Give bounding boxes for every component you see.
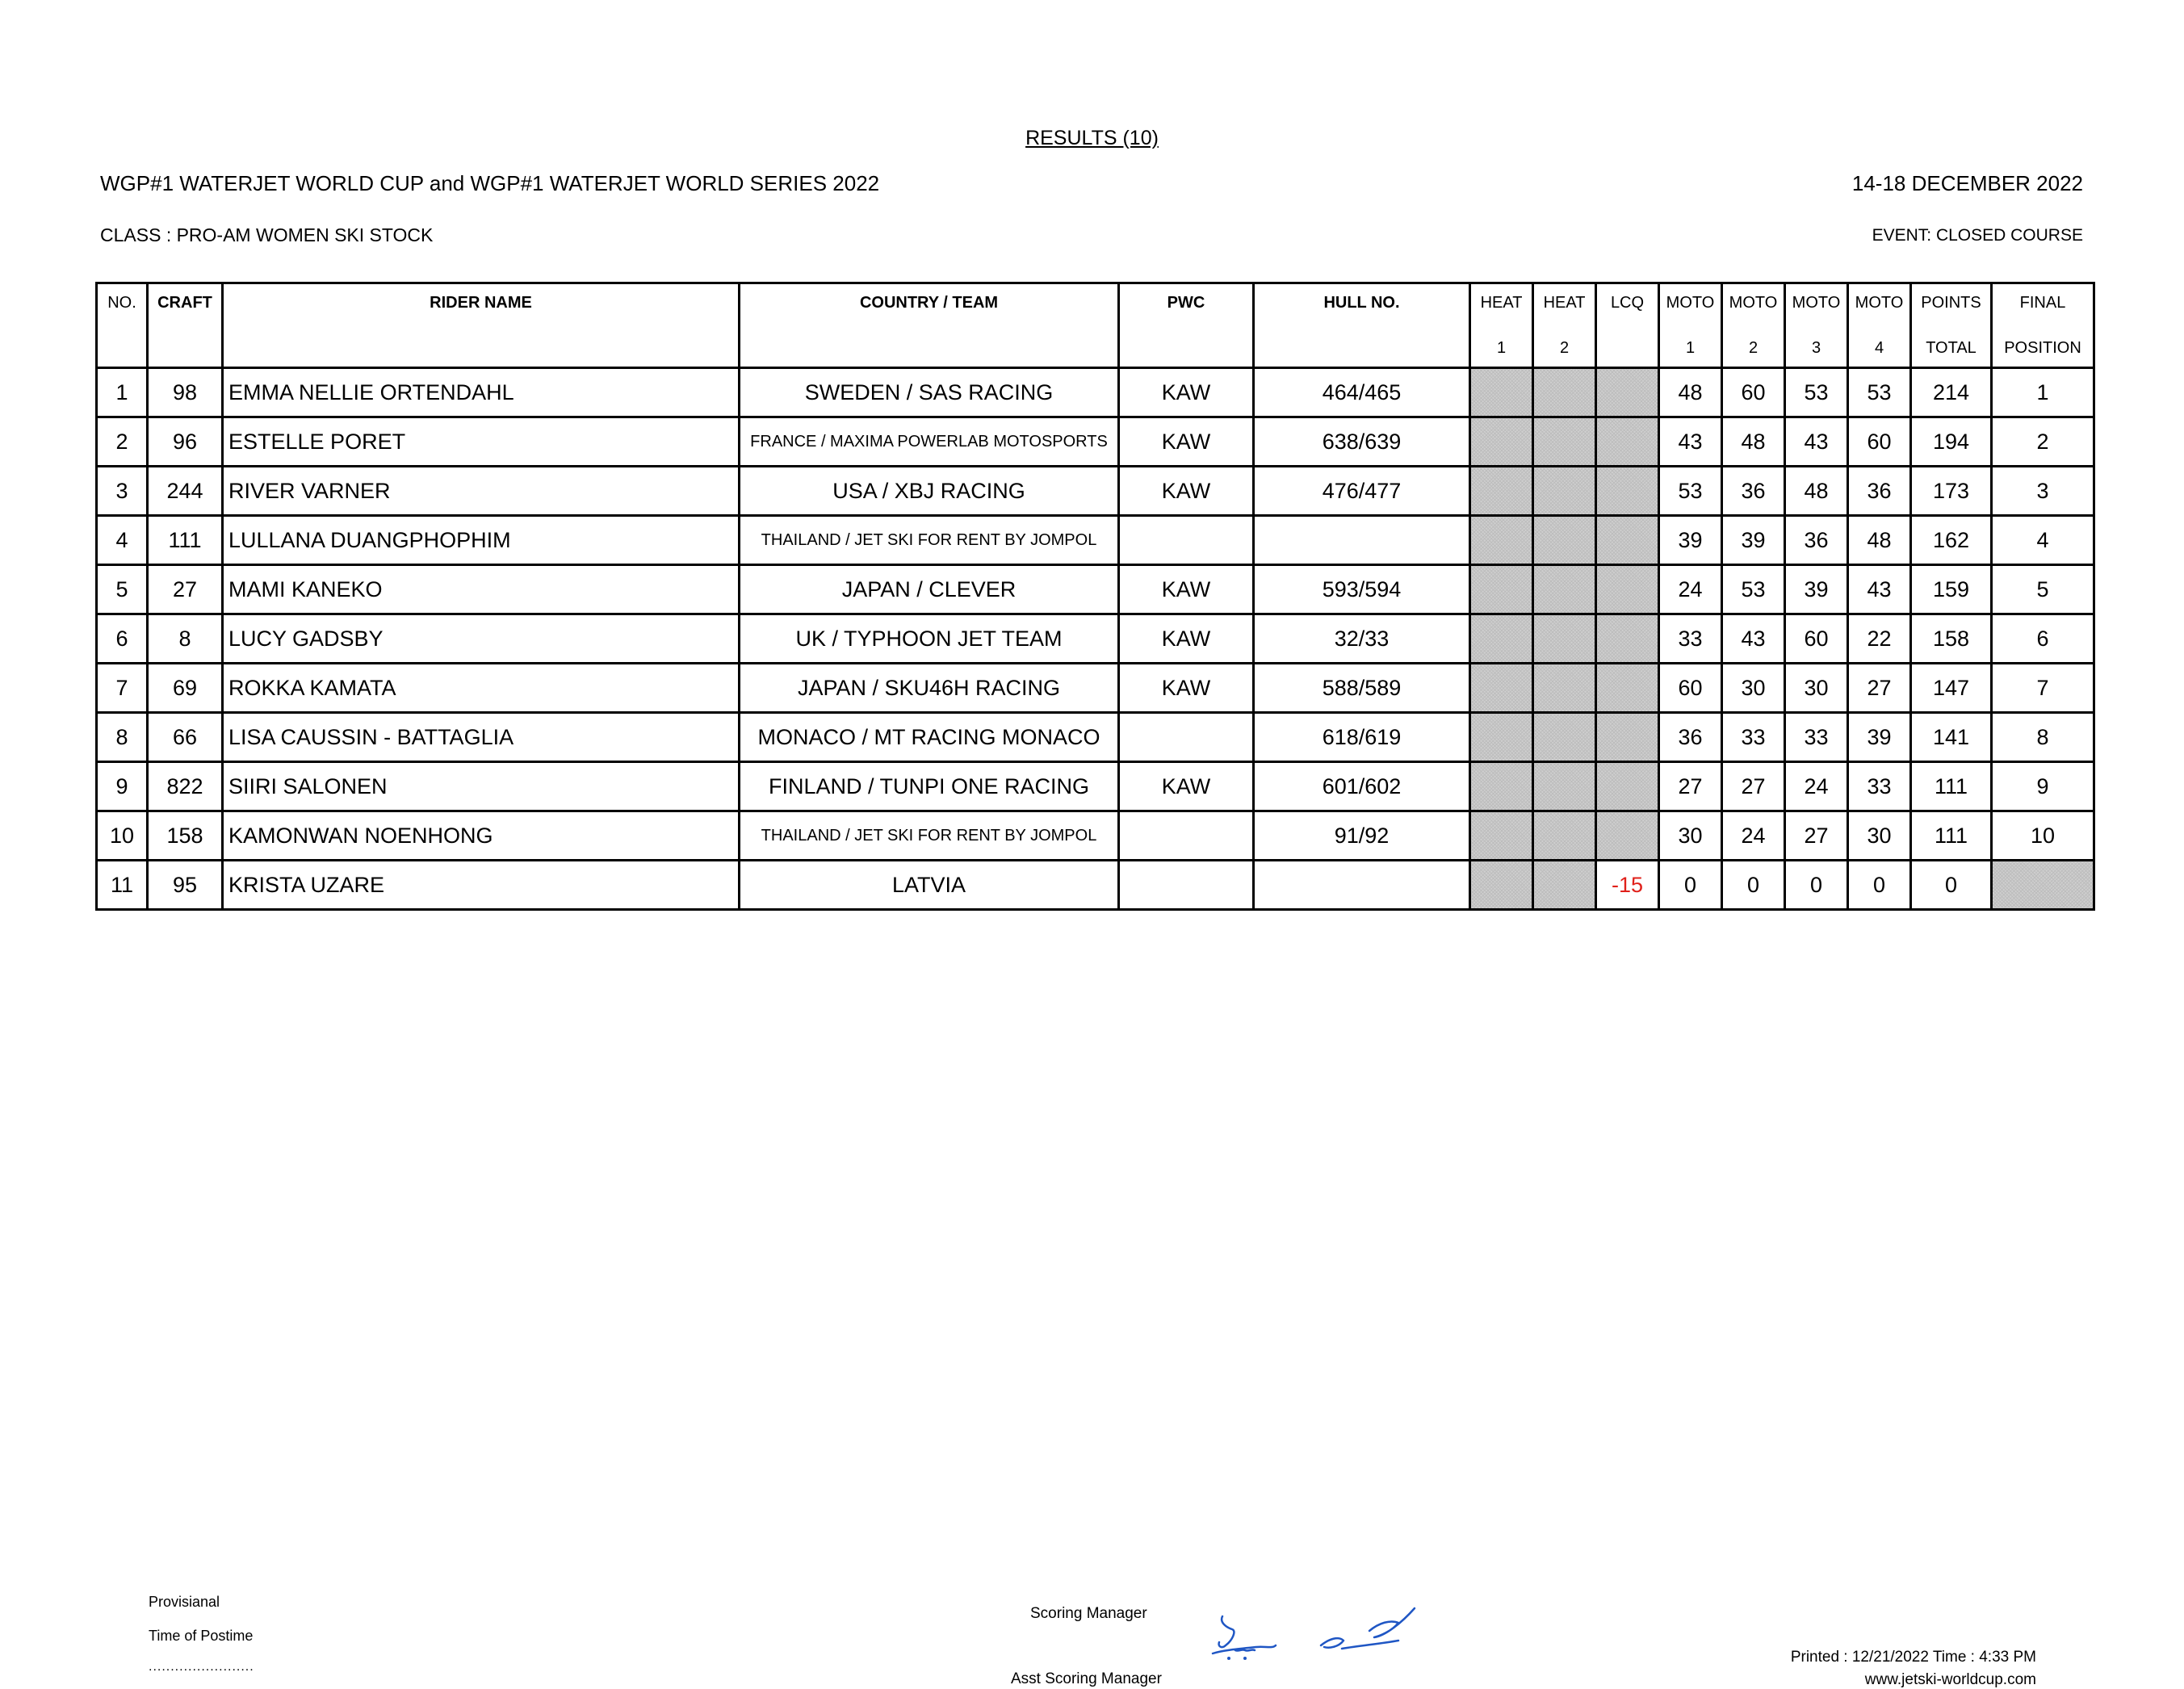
cell-moto-2: 39 bbox=[1722, 516, 1785, 565]
cell-moto-3: 43 bbox=[1785, 417, 1848, 467]
cell-moto-1: 48 bbox=[1659, 368, 1722, 417]
cell-country-team: THAILAND / JET SKI FOR RENT BY JOMPOL bbox=[740, 516, 1119, 565]
cell-final-position: 2 bbox=[1992, 417, 2094, 467]
cell-heat-2 bbox=[1533, 417, 1596, 467]
cell-heat-2 bbox=[1533, 861, 1596, 910]
cell-lcq: -15 bbox=[1596, 861, 1659, 910]
cell-moto-2: 0 bbox=[1722, 861, 1785, 910]
cell-rider-name: ROKKA KAMATA bbox=[223, 664, 740, 713]
cell-pwc: KAW bbox=[1119, 762, 1254, 811]
col-header-label: MOTO bbox=[1729, 294, 1778, 312]
cell-hull-no: 32/33 bbox=[1254, 614, 1470, 664]
col-header-heat-2 bbox=[1533, 283, 1596, 368]
table-row bbox=[97, 811, 2094, 861]
cell-hull-no: 464/465 bbox=[1254, 368, 1470, 417]
cell-heat-1 bbox=[1470, 664, 1533, 713]
cell-moto-1: 30 bbox=[1659, 811, 1722, 861]
col-header-pwc bbox=[1119, 283, 1254, 368]
cell-heat-2 bbox=[1533, 516, 1596, 565]
cell-no: 5 bbox=[97, 565, 148, 614]
cell-points-total: 159 bbox=[1911, 565, 1992, 614]
col-header-sublabel: 1 bbox=[1496, 339, 1507, 357]
cell-moto-3: 48 bbox=[1785, 467, 1848, 516]
cell-heat-1 bbox=[1470, 516, 1533, 565]
cell-moto-2: 53 bbox=[1722, 565, 1785, 614]
table-row bbox=[97, 861, 2094, 910]
cell-heat-2 bbox=[1533, 467, 1596, 516]
cell-lcq bbox=[1596, 762, 1659, 811]
col-header-label: COUNTRY / TEAM bbox=[859, 294, 999, 312]
cell-lcq bbox=[1596, 713, 1659, 762]
cell-rider-name: KAMONWAN NOENHONG bbox=[223, 811, 740, 861]
cell-no: 9 bbox=[97, 762, 148, 811]
cell-moto-2: 43 bbox=[1722, 614, 1785, 664]
cell-hull-no: 91/92 bbox=[1254, 811, 1470, 861]
cell-lcq bbox=[1596, 614, 1659, 664]
table-row bbox=[97, 614, 2094, 664]
cell-final-position: 1 bbox=[1992, 368, 2094, 417]
cell-moto-1: 60 bbox=[1659, 664, 1722, 713]
cell-moto-1: 27 bbox=[1659, 762, 1722, 811]
cell-final-position: 3 bbox=[1992, 467, 2094, 516]
cell-moto-4: 0 bbox=[1848, 861, 1911, 910]
col-header-label: POINTS bbox=[1921, 294, 1981, 312]
cell-moto-3: 24 bbox=[1785, 762, 1848, 811]
cell-pwc: KAW bbox=[1119, 417, 1254, 467]
cell-points-total: 173 bbox=[1911, 467, 1992, 516]
cell-final-position: 8 bbox=[1992, 713, 2094, 762]
col-header-sublabel: 2 bbox=[1559, 339, 1570, 357]
cell-country-team: LATVIA bbox=[740, 861, 1119, 910]
cell-craft: 244 bbox=[148, 467, 223, 516]
cell-points-total: 111 bbox=[1911, 762, 1992, 811]
cell-no: 11 bbox=[97, 861, 148, 910]
cell-country-team: SWEDEN / SAS RACING bbox=[740, 368, 1119, 417]
cell-rider-name: ESTELLE PORET bbox=[223, 417, 740, 467]
event-type: EVENT: CLOSED COURSE bbox=[1872, 226, 2083, 245]
col-header-lcq bbox=[1596, 283, 1659, 368]
cell-craft: 95 bbox=[148, 861, 223, 910]
cell-points-total: 214 bbox=[1911, 368, 1992, 417]
table-row bbox=[97, 762, 2094, 811]
website-url: www.jetski-worldcup.com bbox=[1864, 1671, 2036, 1688]
cell-final-position: 6 bbox=[1992, 614, 2094, 664]
col-header-sublabel: POSITION bbox=[2004, 339, 2081, 357]
cell-hull-no: 638/639 bbox=[1254, 417, 1470, 467]
col-header-sublabel: 3 bbox=[1811, 339, 1821, 357]
cell-final-position: 9 bbox=[1992, 762, 2094, 811]
cell-points-total: 0 bbox=[1911, 861, 1992, 910]
cell-moto-3: 30 bbox=[1785, 664, 1848, 713]
cell-heat-2 bbox=[1533, 713, 1596, 762]
cell-pwc bbox=[1119, 713, 1254, 762]
cell-country-team: FINLAND / TUNPI ONE RACING bbox=[740, 762, 1119, 811]
printed-timestamp: Printed : 12/21/2022 Time : 4:33 PM bbox=[1790, 1649, 2036, 1666]
cell-final-position bbox=[1992, 861, 2094, 910]
event-date: 14-18 DECEMBER 2022 bbox=[1851, 171, 2083, 195]
cell-moto-1: 24 bbox=[1659, 565, 1722, 614]
cell-lcq bbox=[1596, 565, 1659, 614]
cell-craft: 8 bbox=[148, 614, 223, 664]
col-header-label: NO. bbox=[107, 294, 136, 312]
col-header-label: HULL NO. bbox=[1323, 294, 1400, 312]
cell-moto-2: 24 bbox=[1722, 811, 1785, 861]
cell-heat-1 bbox=[1470, 565, 1533, 614]
table-row bbox=[97, 664, 2094, 713]
time-of-postime-label: Time of Postime bbox=[149, 1628, 254, 1644]
cell-pwc: KAW bbox=[1119, 664, 1254, 713]
cell-country-team: UK / TYPHOON JET TEAM bbox=[740, 614, 1119, 664]
cell-points-total: 111 bbox=[1911, 811, 1992, 861]
col-header-label: PWC bbox=[1167, 294, 1205, 312]
cell-country-team: MONACO / MT RACING MONACO bbox=[740, 713, 1119, 762]
cell-heat-1 bbox=[1470, 614, 1533, 664]
cell-lcq bbox=[1596, 467, 1659, 516]
cell-moto-2: 36 bbox=[1722, 467, 1785, 516]
cell-heat-2 bbox=[1533, 565, 1596, 614]
provisional-label: Provisianal bbox=[149, 1594, 220, 1610]
cell-points-total: 194 bbox=[1911, 417, 1992, 467]
cell-hull-no: 593/594 bbox=[1254, 565, 1470, 614]
cell-country-team: JAPAN / SKU46H RACING bbox=[740, 664, 1119, 713]
cell-moto-3: 36 bbox=[1785, 516, 1848, 565]
col-header-sublabel: 2 bbox=[1748, 339, 1759, 357]
cell-no: 8 bbox=[97, 713, 148, 762]
cell-pwc: KAW bbox=[1119, 614, 1254, 664]
cell-country-team: USA / XBJ RACING bbox=[740, 467, 1119, 516]
cell-rider-name: KRISTA UZARE bbox=[223, 861, 740, 910]
col-header-label: HEAT bbox=[1543, 294, 1586, 312]
postime-blank: ........................ bbox=[149, 1660, 254, 1674]
cell-moto-2: 48 bbox=[1722, 417, 1785, 467]
cell-craft: 27 bbox=[148, 565, 223, 614]
col-header-craft bbox=[148, 283, 223, 368]
col-header-heat-1 bbox=[1470, 283, 1533, 368]
col-header-hull-no bbox=[1254, 283, 1470, 368]
cell-lcq bbox=[1596, 417, 1659, 467]
cell-rider-name: MAMI KANEKO bbox=[223, 565, 740, 614]
cell-craft: 96 bbox=[148, 417, 223, 467]
cell-final-position: 4 bbox=[1992, 516, 2094, 565]
cell-points-total: 147 bbox=[1911, 664, 1992, 713]
cell-points-total: 141 bbox=[1911, 713, 1992, 762]
cell-moto-3: 39 bbox=[1785, 565, 1848, 614]
col-header-moto-1 bbox=[1659, 283, 1722, 368]
cell-moto-4: 36 bbox=[1848, 467, 1911, 516]
cell-no: 6 bbox=[97, 614, 148, 664]
cell-points-total: 158 bbox=[1911, 614, 1992, 664]
col-header-sublabel: TOTAL bbox=[1926, 339, 1976, 357]
cell-rider-name: RIVER VARNER bbox=[223, 467, 740, 516]
cell-hull-no: 588/589 bbox=[1254, 664, 1470, 713]
cell-heat-1 bbox=[1470, 368, 1533, 417]
cell-heat-2 bbox=[1533, 614, 1596, 664]
col-header-final-position bbox=[1992, 283, 2094, 368]
cell-pwc bbox=[1119, 861, 1254, 910]
cell-moto-3: 33 bbox=[1785, 713, 1848, 762]
event-title: WGP#1 WATERJET WORLD CUP and WGP#1 WATERJET WORLD SERIES 2022 bbox=[100, 171, 880, 195]
cell-moto-1: 36 bbox=[1659, 713, 1722, 762]
col-header-points-total bbox=[1911, 283, 1992, 368]
table-row bbox=[97, 713, 2094, 762]
cell-craft: 98 bbox=[148, 368, 223, 417]
cell-heat-1 bbox=[1470, 467, 1533, 516]
cell-heat-1 bbox=[1470, 713, 1533, 762]
col-header-sublabel: 4 bbox=[1874, 339, 1884, 357]
table-row bbox=[97, 565, 2094, 614]
cell-rider-name: LULLANA DUANGPHOPHIM bbox=[223, 516, 740, 565]
cell-heat-2 bbox=[1533, 664, 1596, 713]
cell-moto-1: 33 bbox=[1659, 614, 1722, 664]
col-header-moto-3 bbox=[1785, 283, 1848, 368]
cell-moto-1: 0 bbox=[1659, 861, 1722, 910]
cell-heat-1 bbox=[1470, 417, 1533, 467]
table-row bbox=[97, 516, 2094, 565]
col-header-moto-2 bbox=[1722, 283, 1785, 368]
cell-rider-name: EMMA NELLIE ORTENDAHL bbox=[223, 368, 740, 417]
cell-moto-2: 60 bbox=[1722, 368, 1785, 417]
cell-craft: 158 bbox=[148, 811, 223, 861]
cell-moto-4: 48 bbox=[1848, 516, 1911, 565]
col-header-country-team bbox=[740, 283, 1119, 368]
cell-final-position: 10 bbox=[1992, 811, 2094, 861]
cell-rider-name: LISA CAUSSIN - BATTAGLIA bbox=[223, 713, 740, 762]
cell-no: 4 bbox=[97, 516, 148, 565]
col-header-label: FINAL bbox=[2019, 294, 2066, 312]
table-header-row bbox=[97, 283, 2094, 368]
cell-lcq bbox=[1596, 516, 1659, 565]
results-title: RESULTS (10) bbox=[1025, 127, 1159, 149]
col-header-moto-4 bbox=[1848, 283, 1911, 368]
col-header-label: MOTO bbox=[1666, 294, 1715, 312]
cell-craft: 822 bbox=[148, 762, 223, 811]
cell-moto-3: 0 bbox=[1785, 861, 1848, 910]
cell-pwc: KAW bbox=[1119, 368, 1254, 417]
cell-moto-3: 27 bbox=[1785, 811, 1848, 861]
cell-final-position: 5 bbox=[1992, 565, 2094, 614]
cell-moto-4: 53 bbox=[1848, 368, 1911, 417]
cell-lcq bbox=[1596, 664, 1659, 713]
class-label: CLASS : PRO-AM WOMEN SKI STOCK bbox=[100, 224, 434, 245]
cell-lcq bbox=[1596, 368, 1659, 417]
col-header-label: LCQ bbox=[1610, 294, 1645, 312]
col-header-sublabel: 1 bbox=[1685, 339, 1696, 357]
cell-pwc: KAW bbox=[1119, 565, 1254, 614]
scoring-manager-label: Scoring Manager bbox=[1030, 1605, 1147, 1622]
asst-scoring-manager-label: Asst Scoring Manager bbox=[1011, 1670, 1162, 1687]
cell-country-team: FRANCE / MAXIMA POWERLAB MOTOSPORTS bbox=[740, 417, 1119, 467]
cell-final-position: 7 bbox=[1992, 664, 2094, 713]
cell-pwc bbox=[1119, 811, 1254, 861]
cell-moto-1: 53 bbox=[1659, 467, 1722, 516]
cell-moto-4: 33 bbox=[1848, 762, 1911, 811]
cell-heat-1 bbox=[1470, 762, 1533, 811]
cell-moto-3: 60 bbox=[1785, 614, 1848, 664]
cell-moto-4: 60 bbox=[1848, 417, 1911, 467]
col-header-label: RIDER NAME bbox=[430, 294, 532, 312]
cell-heat-2 bbox=[1533, 762, 1596, 811]
cell-moto-4: 27 bbox=[1848, 664, 1911, 713]
cell-moto-2: 30 bbox=[1722, 664, 1785, 713]
cell-moto-4: 22 bbox=[1848, 614, 1911, 664]
cell-pwc bbox=[1119, 516, 1254, 565]
cell-lcq bbox=[1596, 811, 1659, 861]
cell-hull-no bbox=[1254, 861, 1470, 910]
cell-no: 7 bbox=[97, 664, 148, 713]
cell-heat-2 bbox=[1533, 811, 1596, 861]
cell-pwc: KAW bbox=[1119, 467, 1254, 516]
cell-craft: 111 bbox=[148, 516, 223, 565]
cell-no: 1 bbox=[97, 368, 148, 417]
table-row bbox=[97, 467, 2094, 516]
cell-hull-no: 601/602 bbox=[1254, 762, 1470, 811]
cell-craft: 66 bbox=[148, 713, 223, 762]
cell-moto-1: 39 bbox=[1659, 516, 1722, 565]
col-header-label: MOTO bbox=[1855, 294, 1904, 312]
table-row bbox=[97, 368, 2094, 417]
cell-hull-no bbox=[1254, 516, 1470, 565]
cell-moto-3: 53 bbox=[1785, 368, 1848, 417]
cell-heat-1 bbox=[1470, 811, 1533, 861]
cell-rider-name: SIIRI SALONEN bbox=[223, 762, 740, 811]
cell-hull-no: 476/477 bbox=[1254, 467, 1470, 516]
col-header-label: CRAFT bbox=[157, 294, 212, 312]
col-header-label: MOTO bbox=[1792, 294, 1841, 312]
cell-no: 3 bbox=[97, 467, 148, 516]
col-header-label: HEAT bbox=[1480, 294, 1523, 312]
cell-no: 10 bbox=[97, 811, 148, 861]
cell-moto-4: 39 bbox=[1848, 713, 1911, 762]
cell-country-team: JAPAN / CLEVER bbox=[740, 565, 1119, 614]
cell-craft: 69 bbox=[148, 664, 223, 713]
col-header-no bbox=[97, 283, 148, 368]
cell-moto-4: 30 bbox=[1848, 811, 1911, 861]
cell-moto-2: 27 bbox=[1722, 762, 1785, 811]
cell-points-total: 162 bbox=[1911, 516, 1992, 565]
cell-hull-no: 618/619 bbox=[1254, 713, 1470, 762]
cell-moto-2: 33 bbox=[1722, 713, 1785, 762]
results-table bbox=[95, 282, 2095, 911]
cell-heat-1 bbox=[1470, 861, 1533, 910]
cell-moto-1: 43 bbox=[1659, 417, 1722, 467]
signature-image bbox=[1208, 1599, 1442, 1671]
cell-no: 2 bbox=[97, 417, 148, 467]
table-row bbox=[97, 417, 2094, 467]
cell-heat-2 bbox=[1533, 368, 1596, 417]
cell-moto-4: 43 bbox=[1848, 565, 1911, 614]
cell-country-team: THAILAND / JET SKI FOR RENT BY JOMPOL bbox=[740, 811, 1119, 861]
cell-rider-name: LUCY GADSBY bbox=[223, 614, 740, 664]
col-header-rider-name bbox=[223, 283, 740, 368]
